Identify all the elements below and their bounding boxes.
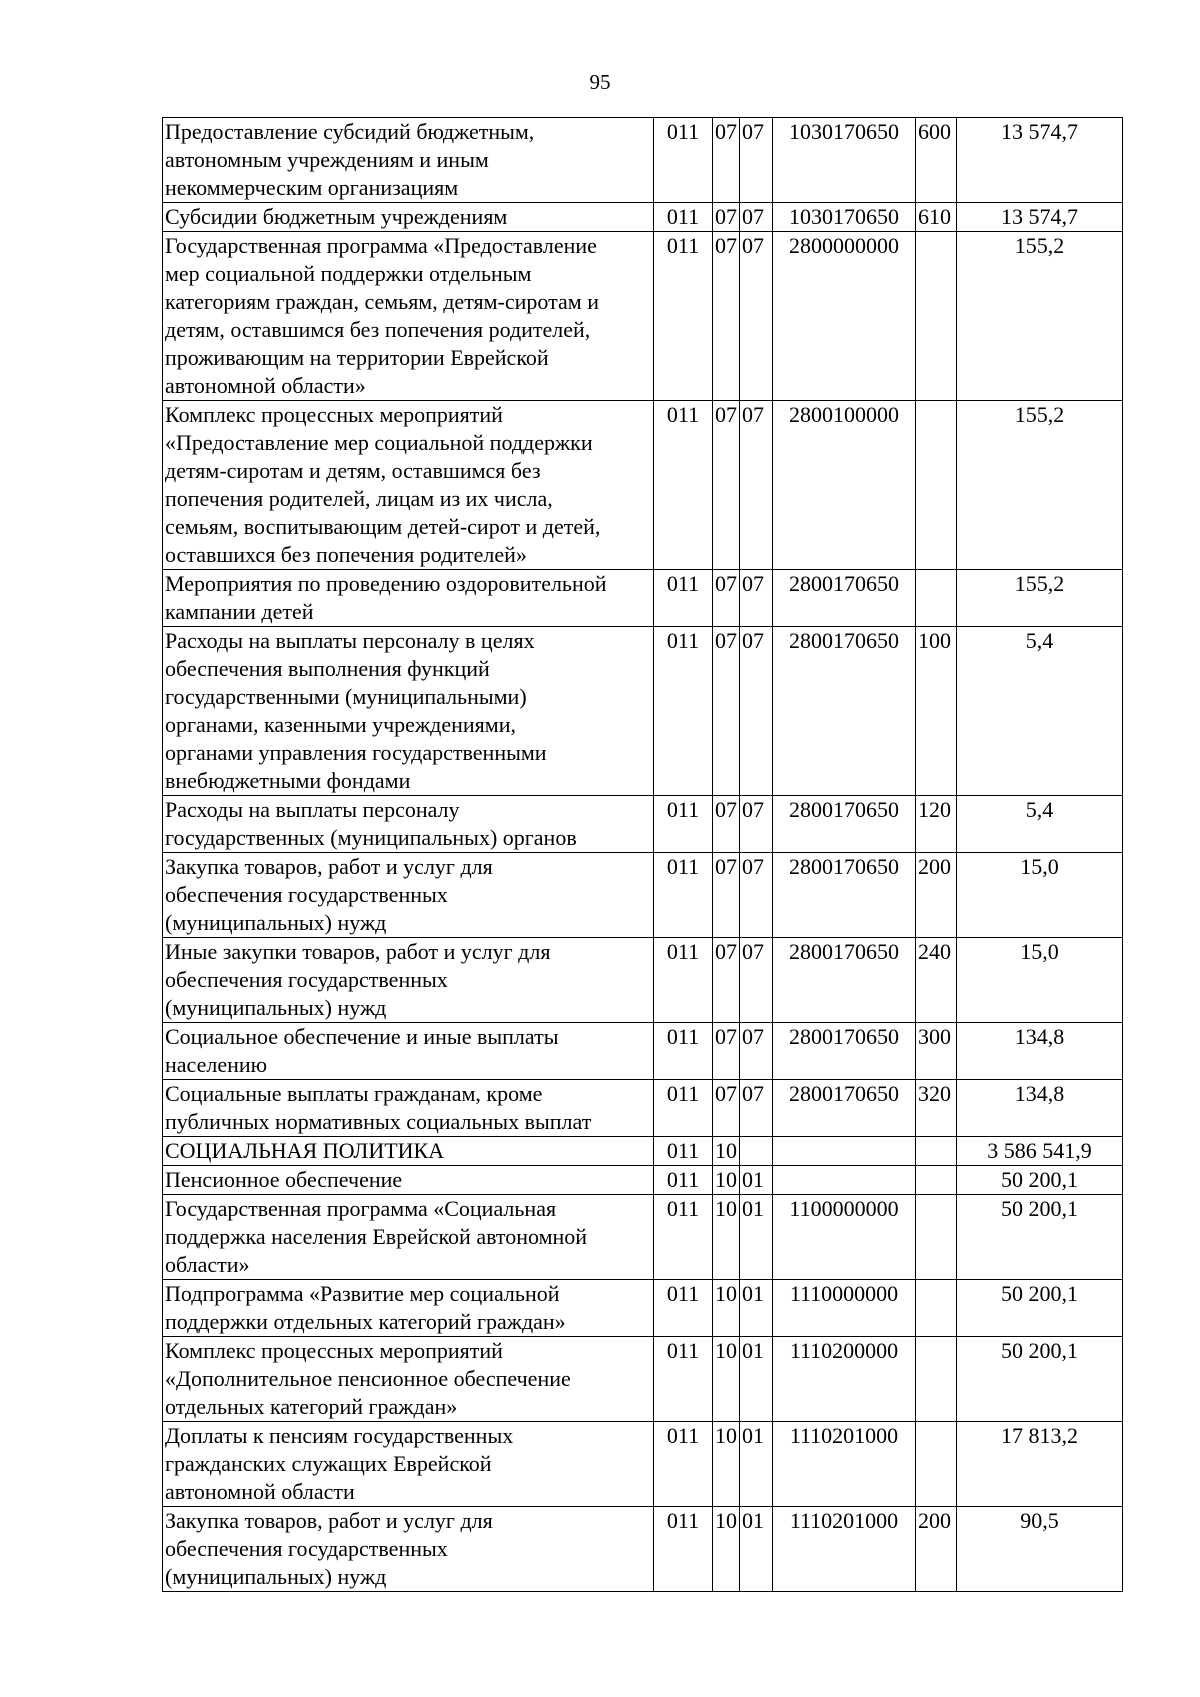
subsection-code-cell: 01 [740,1422,773,1507]
section-code-cell: 07 [713,796,740,853]
subsection-code-cell: 07 [740,401,773,570]
target-article-cell: 2800100000 [773,401,916,570]
section-code-cell: 10 [713,1137,740,1166]
expense-type-cell: 240 [916,938,957,1023]
grbs-code-cell: 011 [654,627,713,796]
expense-type-cell [916,232,957,401]
amount-cell: 90,5 [957,1507,1123,1592]
subsection-code-cell: 07 [740,796,773,853]
target-article-cell: 2800170650 [773,938,916,1023]
subsection-code-cell: 01 [740,1166,773,1195]
subsection-code-cell [740,1137,773,1166]
grbs-code-cell: 011 [654,401,713,570]
expense-type-cell [916,401,957,570]
expense-type-cell [916,1337,957,1422]
section-code-cell: 07 [713,938,740,1023]
target-article-cell: 2800170650 [773,853,916,938]
target-article-cell [773,1166,916,1195]
subsection-code-cell: 07 [740,1080,773,1137]
table-row [163,1080,1123,1137]
table-row [163,796,1123,853]
expense-type-cell [916,570,957,627]
target-article-cell: 2800170650 [773,1023,916,1080]
target-article-cell: 1110000000 [773,1280,916,1337]
table-row [163,1166,1123,1195]
amount-cell: 5,4 [957,796,1123,853]
amount-cell: 155,2 [957,570,1123,627]
grbs-code-cell: 011 [654,570,713,627]
section-code-cell: 10 [713,1422,740,1507]
grbs-code-cell: 011 [654,1195,713,1280]
target-article-cell: 2800170650 [773,570,916,627]
table-row [163,1337,1123,1422]
expense-type-cell: 200 [916,853,957,938]
table-row [163,1195,1123,1280]
section-code-cell: 07 [713,1080,740,1137]
amount-cell: 50 200,1 [957,1337,1123,1422]
subsection-code-cell: 07 [740,853,773,938]
expense-type-cell [916,1137,957,1166]
amount-cell: 50 200,1 [957,1280,1123,1337]
target-article-cell: 1030170650 [773,203,916,232]
item-name-cell: Пенсионное обеспечение [163,1166,654,1195]
subsection-code-cell: 07 [740,203,773,232]
target-article-cell: 2800170650 [773,796,916,853]
amount-cell: 13 574,7 [957,118,1123,203]
table-row [163,1422,1123,1507]
expense-type-cell: 120 [916,796,957,853]
grbs-code-cell: 011 [654,1422,713,1507]
grbs-code-cell: 011 [654,1137,713,1166]
section-code-cell: 10 [713,1507,740,1592]
amount-cell: 13 574,7 [957,203,1123,232]
table-row [163,1023,1123,1080]
expense-type-cell [916,1166,957,1195]
target-article-cell: 1030170650 [773,118,916,203]
section-code-cell: 10 [713,1166,740,1195]
table-row [163,232,1123,401]
amount-cell: 5,4 [957,627,1123,796]
section-code-cell: 10 [713,1195,740,1280]
table-row [163,627,1123,796]
target-article-cell: 2800170650 [773,1080,916,1137]
item-name-cell: Социальные выплаты гражданам, кроме публичных нормативных социальных выплат [163,1080,654,1137]
subsection-code-cell: 01 [740,1337,773,1422]
table-row [163,118,1123,203]
item-name-cell: Иные закупки товаров, работ и услуг для обеспечения государственных (муниципальных) нужд [163,938,654,1023]
item-name-cell: Расходы на выплаты персоналу в целях обеспечения выполнения функций государственными (муниципальными) органами, казенными учреждениями, органами управления государственными внебюджетными фондами [163,627,654,796]
section-code-cell: 07 [713,232,740,401]
subsection-code-cell: 07 [740,118,773,203]
section-code-cell: 07 [713,627,740,796]
item-name-cell: Комплекс процессных мероприятий «Дополнительное пенсионное обеспечение отдельных категорий граждан» [163,1337,654,1422]
item-name-cell: Мероприятия по проведению оздоровительной кампании детей [163,570,654,627]
table-row [163,203,1123,232]
section-code-cell: 07 [713,401,740,570]
section-code-cell: 07 [713,118,740,203]
grbs-code-cell: 011 [654,1023,713,1080]
subsection-code-cell: 07 [740,232,773,401]
grbs-code-cell: 011 [654,938,713,1023]
expense-type-cell: 610 [916,203,957,232]
section-code-cell: 07 [713,1023,740,1080]
page-number: 95 [589,70,611,94]
target-article-cell: 1100000000 [773,1195,916,1280]
item-name-cell: Закупка товаров, работ и услуг для обеспечения государственных (муниципальных) нужд [163,1507,654,1592]
section-code-cell: 10 [713,1280,740,1337]
item-name-cell: Социальное обеспечение и иные выплаты населению [163,1023,654,1080]
item-name-cell: Государственная программа «Социальная поддержка населения Еврейской автономной области» [163,1195,654,1280]
target-article-cell: 1110201000 [773,1422,916,1507]
target-article-cell: 2800170650 [773,627,916,796]
budget-table [162,117,1123,1592]
item-name-cell: Предоставление субсидий бюджетным, автономным учреждениям и иным некоммерческим организациям [163,118,654,203]
item-name-cell: Подпрограмма «Развитие мер социальной поддержки отдельных категорий граждан» [163,1280,654,1337]
grbs-code-cell: 011 [654,796,713,853]
expense-type-cell [916,1280,957,1337]
table-row [163,1137,1123,1166]
amount-cell: 17 813,2 [957,1422,1123,1507]
item-name-cell: Закупка товаров, работ и услуг для обеспечения государственных (муниципальных) нужд [163,853,654,938]
item-name-cell: Расходы на выплаты персоналу государственных (муниципальных) органов [163,796,654,853]
section-code-cell: 10 [713,1337,740,1422]
expense-type-cell [916,1195,957,1280]
amount-cell: 134,8 [957,1080,1123,1137]
amount-cell: 50 200,1 [957,1166,1123,1195]
target-article-cell [773,1137,916,1166]
expense-type-cell: 320 [916,1080,957,1137]
expense-type-cell: 300 [916,1023,957,1080]
grbs-code-cell: 011 [654,232,713,401]
grbs-code-cell: 011 [654,1337,713,1422]
section-code-cell: 07 [713,203,740,232]
expense-type-cell [916,1422,957,1507]
target-article-cell: 1110200000 [773,1337,916,1422]
section-code-cell: 07 [713,570,740,627]
target-article-cell: 1110201000 [773,1507,916,1592]
table-row [163,1280,1123,1337]
subsection-code-cell: 07 [740,570,773,627]
amount-cell: 15,0 [957,853,1123,938]
grbs-code-cell: 011 [654,1280,713,1337]
table-row [163,401,1123,570]
expense-type-cell: 100 [916,627,957,796]
amount-cell: 134,8 [957,1023,1123,1080]
subsection-code-cell: 07 [740,627,773,796]
subsection-code-cell: 01 [740,1280,773,1337]
item-name-cell: Доплаты к пенсиям государственных гражданских служащих Еврейской автономной области [163,1422,654,1507]
expense-type-cell: 600 [916,118,957,203]
item-name-cell: Комплекс процессных мероприятий «Предоставление мер социальной поддержки детям-сиротам и детям, оставшимся без попечения родителей, лицам из их числа, семьям, воспитывающим детей-сирот и детей, оставшихся без попечения родителей» [163,401,654,570]
grbs-code-cell: 011 [654,1080,713,1137]
amount-cell: 155,2 [957,401,1123,570]
subsection-code-cell: 07 [740,1023,773,1080]
target-article-cell: 2800000000 [773,232,916,401]
subsection-code-cell: 07 [740,938,773,1023]
amount-cell: 50 200,1 [957,1195,1123,1280]
table-body [163,118,1123,1592]
amount-cell: 15,0 [957,938,1123,1023]
grbs-code-cell: 011 [654,203,713,232]
grbs-code-cell: 011 [654,1507,713,1592]
table-row [163,853,1123,938]
grbs-code-cell: 011 [654,1166,713,1195]
table-row [163,570,1123,627]
section-code-cell: 07 [713,853,740,938]
grbs-code-cell: 011 [654,853,713,938]
item-name-cell: Субсидии бюджетным учреждениям [163,203,654,232]
item-name-cell: СОЦИАЛЬНАЯ ПОЛИТИКА [163,1137,654,1166]
table-row [163,1507,1123,1592]
amount-cell: 155,2 [957,232,1123,401]
grbs-code-cell: 011 [654,118,713,203]
subsection-code-cell: 01 [740,1507,773,1592]
table-row [163,938,1123,1023]
amount-cell: 3 586 541,9 [957,1137,1123,1166]
expense-type-cell: 200 [916,1507,957,1592]
item-name-cell: Государственная программа «Предоставление мер социальной поддержки отдельным категориям граждан, семьям, детям-сиротам и детям, оставшимся без попечения родителей, проживающим на территории Еврейской автономной области» [163,232,654,401]
subsection-code-cell: 01 [740,1195,773,1280]
